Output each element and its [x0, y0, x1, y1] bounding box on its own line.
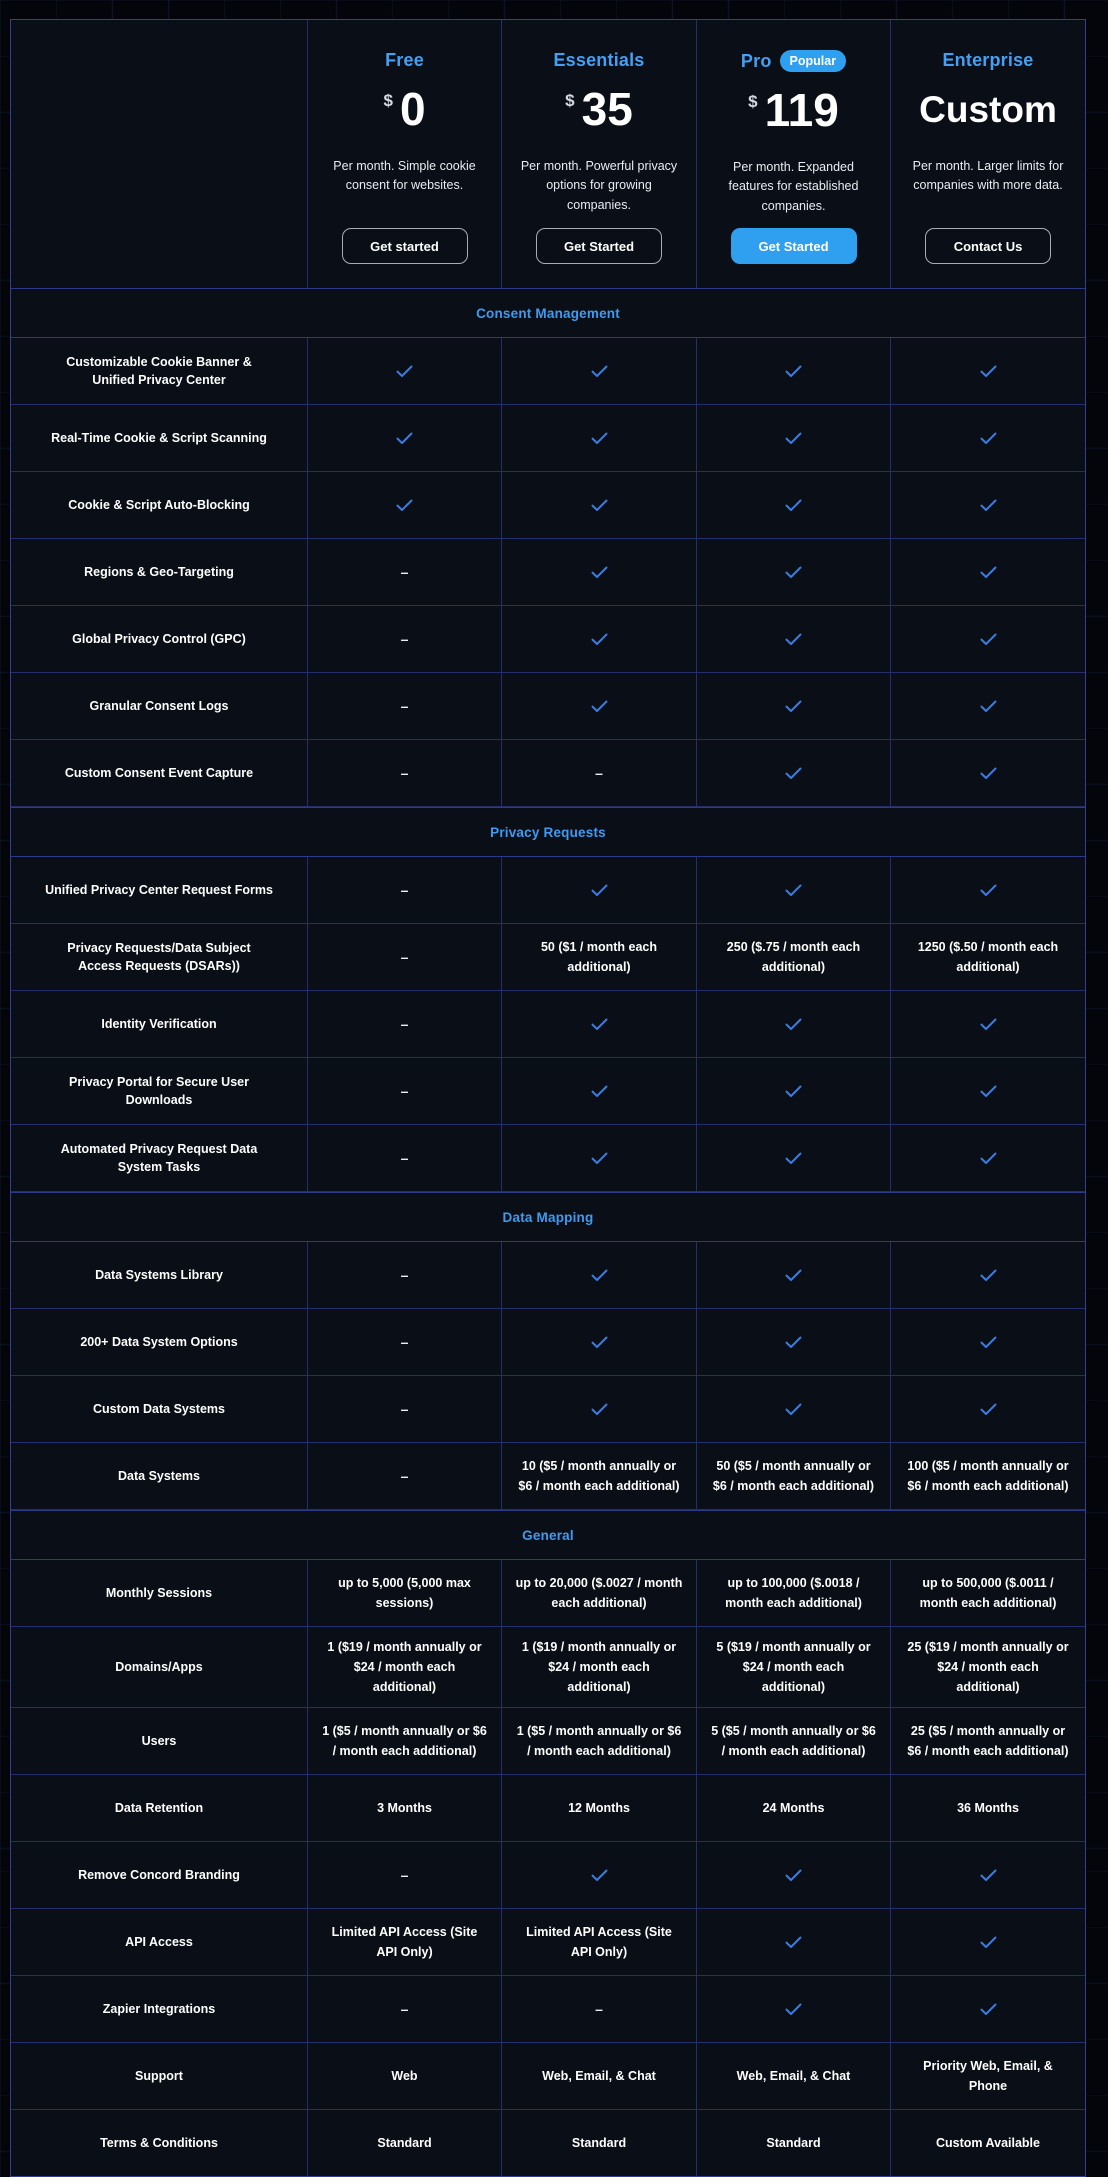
feature-value-cell: Web — [307, 2043, 501, 2109]
feature-label: Privacy Requests/Data Subject Access Requests (DSARs)) — [67, 940, 251, 973]
check-icon — [591, 1269, 608, 1282]
feature-value-cell: Web, Email, & Chat — [501, 2043, 696, 2109]
feature-label: Monthly Sessions — [105, 1585, 213, 1600]
check-icon — [785, 1018, 802, 1031]
feature-label: Cookie & Script Auto-Blocking — [68, 497, 250, 512]
dash-icon: – — [400, 1866, 409, 1883]
feature-value-cell: Standard — [501, 2110, 696, 2176]
feature-label: Regions & Geo-Targeting — [84, 564, 234, 579]
feature-value-cell — [696, 1909, 890, 1975]
feature-value-cell — [501, 472, 696, 538]
feature-value-cell — [501, 1125, 696, 1191]
table-row — [11, 673, 1085, 740]
feature-value-cell — [501, 991, 696, 1057]
check-icon — [785, 566, 802, 579]
feature-value-cell: Limited API Access (Site API Only) — [307, 1909, 501, 1975]
dash-icon: – — [400, 1015, 409, 1032]
section-title: Consent Management — [476, 305, 620, 321]
check-icon — [980, 1403, 997, 1416]
check-icon — [785, 2003, 802, 2016]
feature-label: Automated Privacy Request Data System Tasks — [60, 1141, 258, 1174]
plans-header-row — [11, 20, 1085, 289]
check-icon — [591, 365, 608, 378]
feature-value-cell — [501, 1242, 696, 1308]
feature-label: Privacy Portal for Secure User Downloads — [69, 1074, 249, 1107]
plan-title: Enterprise — [942, 50, 1034, 70]
check-icon — [785, 1869, 802, 1882]
check-icon — [980, 1936, 997, 1949]
check-icon — [785, 365, 802, 378]
check-icon — [591, 1018, 608, 1031]
check-icon — [980, 566, 997, 579]
check-icon — [980, 1269, 997, 1282]
feature-value-cell — [696, 1058, 890, 1124]
plan-price: $ 119 — [748, 84, 839, 136]
check-icon — [591, 1403, 608, 1416]
section-title: Privacy Requests — [490, 824, 606, 840]
header-corner-cell — [11, 20, 307, 288]
check-icon — [980, 1869, 997, 1882]
feature-label: Data Retention — [114, 1800, 204, 1815]
check-icon — [591, 432, 608, 445]
feature-value-cell — [890, 740, 1085, 806]
feature-value-cell: Web, Email, & Chat — [696, 2043, 890, 2109]
check-icon — [785, 499, 802, 512]
table-row — [11, 1560, 1085, 1627]
feature-label: Custom Consent Event Capture — [64, 765, 254, 780]
feature-value-cell — [890, 1842, 1085, 1908]
plan-price: Custom — [919, 89, 1057, 130]
table-row — [11, 1775, 1085, 1842]
feature-value-cell — [890, 1125, 1085, 1191]
check-icon — [980, 1152, 997, 1165]
table-row — [11, 1443, 1085, 1510]
feature-label: Users — [141, 1733, 177, 1748]
section-header — [11, 1192, 1085, 1242]
check-icon — [591, 1869, 608, 1882]
dash-icon: – — [400, 948, 409, 965]
plan-title: Free — [385, 50, 424, 70]
table-row — [11, 1125, 1085, 1192]
feature-value-cell — [307, 991, 501, 1057]
table-row — [11, 1976, 1085, 2043]
dash-icon: – — [400, 697, 409, 714]
feature-value-cell — [307, 1376, 501, 1442]
feature-value-cell — [501, 740, 696, 806]
check-icon — [591, 884, 608, 897]
feature-value-cell: 1 ($19 / month annually or $24 / month each additional) — [501, 1627, 696, 1707]
feature-label: Data Systems — [118, 1468, 200, 1483]
feature-label: Terms & Conditions — [100, 2135, 218, 2150]
popular-badge: Popular — [780, 50, 847, 72]
feature-value-cell — [696, 1842, 890, 1908]
feature-value-cell — [307, 1443, 501, 1509]
currency-symbol: $ — [748, 92, 758, 111]
feature-value-cell — [890, 338, 1085, 404]
feature-value-cell — [696, 1309, 890, 1375]
check-icon — [396, 432, 413, 445]
feature-value-cell — [890, 1976, 1085, 2042]
plan-title: Pro — [740, 50, 772, 71]
table-row — [11, 740, 1085, 807]
feature-value-cell — [696, 673, 890, 739]
feature-value-cell: Priority Web, Email, & Phone — [890, 2043, 1085, 2109]
feature-value-cell — [890, 1909, 1085, 1975]
check-icon — [591, 633, 608, 646]
feature-value-cell: up to 100,000 ($.0018 / month each additional) — [696, 1560, 890, 1626]
plan-header-essentials — [501, 20, 696, 288]
table-row — [11, 606, 1085, 673]
feature-value-cell — [307, 857, 501, 923]
dash-icon: – — [400, 764, 409, 781]
plan-header-free — [307, 20, 501, 288]
feature-value-cell — [307, 405, 501, 471]
feature-value-cell — [307, 673, 501, 739]
check-icon — [591, 499, 608, 512]
plan-description: Per month. Powerful privacy options for growing companies. — [520, 159, 678, 212]
table-row — [11, 991, 1085, 1058]
feature-value-cell — [696, 539, 890, 605]
feature-value-cell — [696, 1125, 890, 1191]
check-icon — [785, 1936, 802, 1949]
feature-value-cell — [890, 405, 1085, 471]
feature-label: Granular Consent Logs — [89, 698, 229, 713]
plan-description: Per month. Simple cookie consent for websites. — [333, 159, 476, 193]
feature-value-cell: Limited API Access (Site API Only) — [501, 1909, 696, 1975]
feature-label: API Access — [125, 1934, 193, 1949]
dash-icon: – — [400, 2000, 409, 2017]
feature-value-cell: 250 ($.75 / month each additional) — [696, 924, 890, 990]
feature-label: Custom Data Systems — [93, 1401, 225, 1416]
feature-value-cell — [307, 1058, 501, 1124]
dash-icon: – — [400, 1082, 409, 1099]
feature-label: Real-Time Cookie & Script Scanning — [51, 430, 267, 445]
check-icon — [980, 767, 997, 780]
dash-icon: – — [595, 764, 603, 781]
feature-label: Data Systems Library — [95, 1267, 223, 1282]
feature-value-cell — [307, 1976, 501, 2042]
dash-icon: – — [400, 1149, 409, 1166]
check-icon — [980, 1018, 997, 1031]
check-icon — [396, 499, 413, 512]
check-icon — [785, 1403, 802, 1416]
plan-description: Per month. Expanded features for established companies. — [728, 160, 859, 213]
feature-value-cell — [501, 1058, 696, 1124]
feature-label: Identity Verification — [101, 1016, 217, 1031]
table-row — [11, 539, 1085, 606]
table-row — [11, 405, 1085, 472]
feature-value-cell: up to 5,000 (5,000 max sessions) — [307, 1560, 501, 1626]
check-icon — [785, 700, 802, 713]
feature-value-cell — [501, 673, 696, 739]
feature-label: Support — [135, 2068, 183, 2083]
feature-value-cell: 10 ($5 / month annually or $6 / month each additional) — [501, 1443, 696, 1509]
feature-value-cell — [307, 1309, 501, 1375]
feature-value-cell: 3 Months — [307, 1775, 501, 1841]
plan-header-enterprise — [890, 20, 1085, 288]
feature-value-cell — [890, 673, 1085, 739]
currency-symbol: $ — [383, 91, 393, 110]
table-row — [11, 1842, 1085, 1909]
feature-rows-container — [11, 289, 1085, 2176]
feature-value-cell — [696, 472, 890, 538]
feature-value-cell — [307, 740, 501, 806]
feature-value-cell — [696, 606, 890, 672]
feature-label: Zapier Integrations — [102, 2001, 216, 2016]
check-icon — [785, 767, 802, 780]
check-icon — [785, 1085, 802, 1098]
feature-value-cell: 50 ($1 / month each additional) — [501, 924, 696, 990]
feature-value-cell — [696, 338, 890, 404]
check-icon — [785, 432, 802, 445]
check-icon — [785, 1269, 802, 1282]
feature-value-cell — [890, 539, 1085, 605]
feature-value-cell — [501, 539, 696, 605]
table-row — [11, 857, 1085, 924]
section-title: Data Mapping — [502, 1209, 594, 1225]
section-header — [11, 289, 1085, 338]
check-icon — [980, 1336, 997, 1349]
plan-price: $ 0 — [383, 83, 426, 135]
feature-value-cell: 25 ($19 / month annually or $24 / month each additional) — [890, 1627, 1085, 1707]
feature-value-cell — [307, 1242, 501, 1308]
table-row — [11, 924, 1085, 991]
check-icon — [980, 700, 997, 713]
feature-value-cell — [501, 1842, 696, 1908]
feature-value-cell — [307, 606, 501, 672]
feature-value-cell: 24 Months — [696, 1775, 890, 1841]
feature-value-cell: up to 500,000 ($.0011 / month each additional) — [890, 1560, 1085, 1626]
check-icon — [980, 432, 997, 445]
check-icon — [980, 1085, 997, 1098]
feature-label: Customizable Cookie Banner & Unified Privacy Center — [66, 354, 252, 387]
feature-value-cell — [696, 1242, 890, 1308]
check-icon — [785, 633, 802, 646]
feature-value-cell — [696, 1376, 890, 1442]
check-icon — [980, 365, 997, 378]
currency-symbol: $ — [565, 91, 575, 110]
feature-value-cell — [501, 338, 696, 404]
table-row — [11, 338, 1085, 405]
feature-value-cell — [307, 1125, 501, 1191]
plan-header-pro — [696, 20, 890, 288]
feature-label: Unified Privacy Center Request Forms — [45, 882, 273, 897]
section-title: General — [522, 1527, 574, 1543]
feature-value-cell: 25 ($5 / month annually or $6 / month each additional) — [890, 1708, 1085, 1774]
check-icon — [785, 1152, 802, 1165]
dash-icon: – — [595, 2000, 603, 2017]
get-started-button-essentials[interactable]: Get Started — [536, 228, 662, 264]
feature-value-cell: Custom Available — [890, 2110, 1085, 2176]
pricing-comparison-table — [10, 19, 1086, 2177]
feature-value-cell — [307, 539, 501, 605]
table-row — [11, 1058, 1085, 1125]
feature-value-cell — [501, 1976, 696, 2042]
dash-icon: – — [400, 1467, 409, 1484]
feature-value-cell — [501, 857, 696, 923]
feature-value-cell — [890, 1376, 1085, 1442]
get-started-button-pro[interactable]: Get Started — [731, 228, 857, 264]
feature-value-cell: 1 ($5 / month annually or $6 / month each additional) — [501, 1708, 696, 1774]
table-row — [11, 1309, 1085, 1376]
feature-value-cell: 1250 ($.50 / month each additional) — [890, 924, 1085, 990]
feature-value-cell — [307, 924, 501, 990]
feature-value-cell: 1 ($19 / month annually or $24 / month each additional) — [307, 1627, 501, 1707]
dash-icon: – — [400, 881, 409, 898]
feature-value-cell — [890, 1309, 1085, 1375]
feature-value-cell — [307, 338, 501, 404]
plan-title: Essentials — [553, 50, 645, 70]
contact-us-button-enterprise[interactable]: Contact Us — [925, 228, 1051, 264]
check-icon — [980, 633, 997, 646]
feature-value-cell — [501, 1376, 696, 1442]
check-icon — [591, 1085, 608, 1098]
feature-value-cell — [696, 740, 890, 806]
feature-value-cell — [890, 1058, 1085, 1124]
table-row — [11, 1627, 1085, 1708]
table-row — [11, 1708, 1085, 1775]
feature-value-cell — [890, 1242, 1085, 1308]
section-header — [11, 807, 1085, 857]
plan-price: $ 35 — [565, 83, 633, 135]
feature-value-cell — [696, 991, 890, 1057]
section-header — [11, 1510, 1085, 1560]
check-icon — [980, 2003, 997, 2016]
feature-value-cell — [501, 1309, 696, 1375]
dash-icon: – — [400, 563, 409, 580]
check-icon — [980, 884, 997, 897]
feature-value-cell: 5 ($19 / month annually or $24 / month each additional) — [696, 1627, 890, 1707]
feature-value-cell: 1 ($5 / month annually or $6 / month each additional) — [307, 1708, 501, 1774]
feature-value-cell: 36 Months — [890, 1775, 1085, 1841]
feature-value-cell — [307, 472, 501, 538]
check-icon — [980, 499, 997, 512]
feature-value-cell: Standard — [307, 2110, 501, 2176]
check-icon — [591, 1152, 608, 1165]
feature-value-cell — [696, 1976, 890, 2042]
feature-value-cell — [501, 405, 696, 471]
feature-value-cell: 5 ($5 / month annually or $6 / month each additional) — [696, 1708, 890, 1774]
feature-value-cell — [501, 606, 696, 672]
check-icon — [785, 884, 802, 897]
feature-label: 200+ Data System Options — [80, 1334, 238, 1349]
feature-value-cell: 100 ($5 / month annually or $6 / month each additional) — [890, 1443, 1085, 1509]
feature-label: Global Privacy Control (GPC) — [72, 631, 246, 646]
feature-value-cell: up to 20,000 ($.0027 / month each additional) — [501, 1560, 696, 1626]
feature-value-cell — [696, 405, 890, 471]
feature-value-cell: Standard — [696, 2110, 890, 2176]
table-row — [11, 2043, 1085, 2110]
check-icon — [591, 1336, 608, 1349]
check-icon — [785, 1336, 802, 1349]
plan-description: Per month. Larger limits for companies with more data. — [912, 159, 1064, 193]
get-started-button-free[interactable]: Get started — [342, 228, 468, 264]
feature-value-cell — [696, 857, 890, 923]
feature-label: Domains/Apps — [115, 1659, 203, 1674]
table-row — [11, 2110, 1085, 2176]
feature-label: Remove Concord Branding — [78, 1867, 240, 1882]
check-icon — [396, 365, 413, 378]
feature-value-cell: 12 Months — [501, 1775, 696, 1841]
dash-icon: – — [400, 1400, 409, 1417]
check-icon — [591, 700, 608, 713]
table-row — [11, 1376, 1085, 1443]
feature-value-cell — [890, 606, 1085, 672]
dash-icon: – — [400, 1266, 409, 1283]
check-icon — [591, 566, 608, 579]
feature-value-cell — [307, 1842, 501, 1908]
dash-icon: – — [400, 1333, 409, 1350]
table-row — [11, 1909, 1085, 1976]
dash-icon: – — [400, 630, 409, 647]
table-row — [11, 1242, 1085, 1309]
feature-value-cell — [890, 857, 1085, 923]
feature-value-cell: 50 ($5 / month annually or $6 / month each additional) — [696, 1443, 890, 1509]
feature-value-cell — [890, 991, 1085, 1057]
feature-value-cell — [890, 472, 1085, 538]
table-row — [11, 472, 1085, 539]
